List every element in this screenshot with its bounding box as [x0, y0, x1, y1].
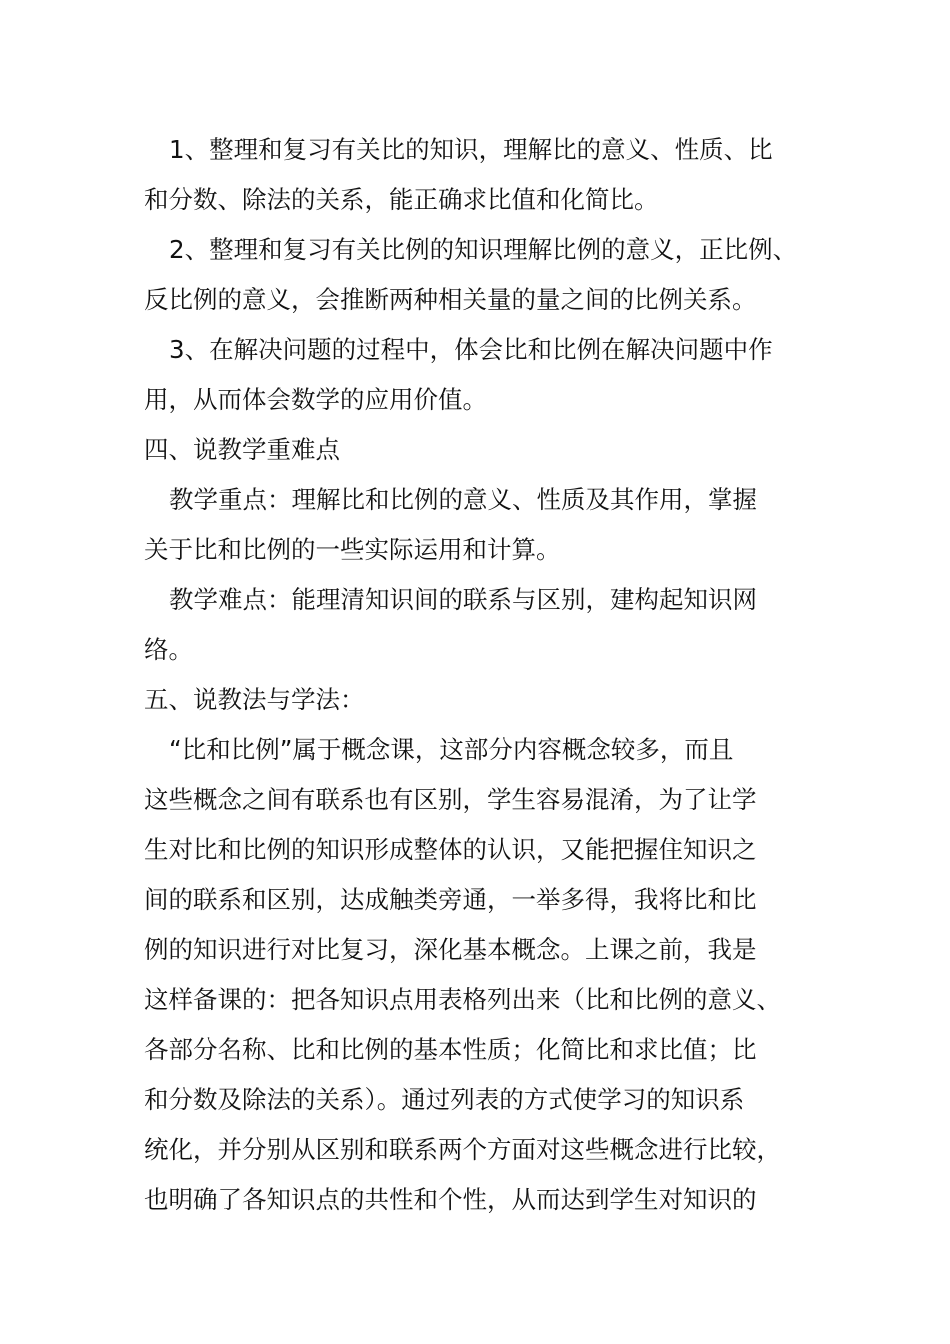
text-line: 这些概念之间有联系也有区别，学生容易混淆，为了让学 — [144, 785, 757, 814]
document-page — [144, 125, 824, 1225]
text-line: 例的知识进行对比复习，深化基本概念。上课之前，我是 — [144, 935, 757, 964]
section-heading: 五、说教法与学法： — [144, 685, 365, 714]
text-line: “比和比例”属于概念课，这部分内容概念较多，而且 — [169, 735, 734, 764]
text-line: 也明确了各知识点的共性和个性，从而达到学生对知识的 — [144, 1185, 757, 1214]
text-line: 各部分名称、比和比例的基本性质；化简比和求比值；比 — [144, 1035, 757, 1064]
text-line: 2、整理和复习有关比例的知识理解比例的意义，正比例、 — [169, 235, 798, 264]
text-line: 教学重点：理解比和比例的意义、性质及其作用，掌握 — [169, 485, 757, 514]
text-line: 用，从而体会数学的应用价值。 — [144, 385, 487, 414]
text-line: 统化，并分别从区别和联系两个方面对这些概念进行比较， — [144, 1135, 781, 1164]
text-line: 3、在解决问题的过程中，体会比和比例在解决问题中作 — [169, 335, 773, 364]
section-heading: 四、说教学重难点 — [144, 435, 340, 464]
text-line: 生对比和比例的知识形成整体的认识，又能把握住知识之 — [144, 835, 757, 864]
text-line: 教学难点：能理清知识间的联系与区别，建构起知识网 — [169, 585, 757, 614]
text-line: 关于比和比例的一些实际运用和计算。 — [144, 535, 561, 564]
text-line: 这样备课的：把各知识点用表格列出来（比和比例的意义、 — [144, 985, 781, 1014]
text-line: 和分数、除法的关系，能正确求比值和化简比。 — [144, 185, 659, 214]
text-line: 和分数及除法的关系）。通过列表的方式使学习的知识系 — [144, 1085, 745, 1114]
text-line: 反比例的意义，会推断两种相关量的量之间的比例关系。 — [144, 285, 757, 314]
text-line: 1、整理和复习有关比的知识，理解比的意义、性质、比 — [169, 135, 773, 164]
text-line: 络。 — [144, 635, 193, 664]
text-line: 间的联系和区别，达成触类旁通，一举多得，我将比和比 — [144, 885, 757, 914]
